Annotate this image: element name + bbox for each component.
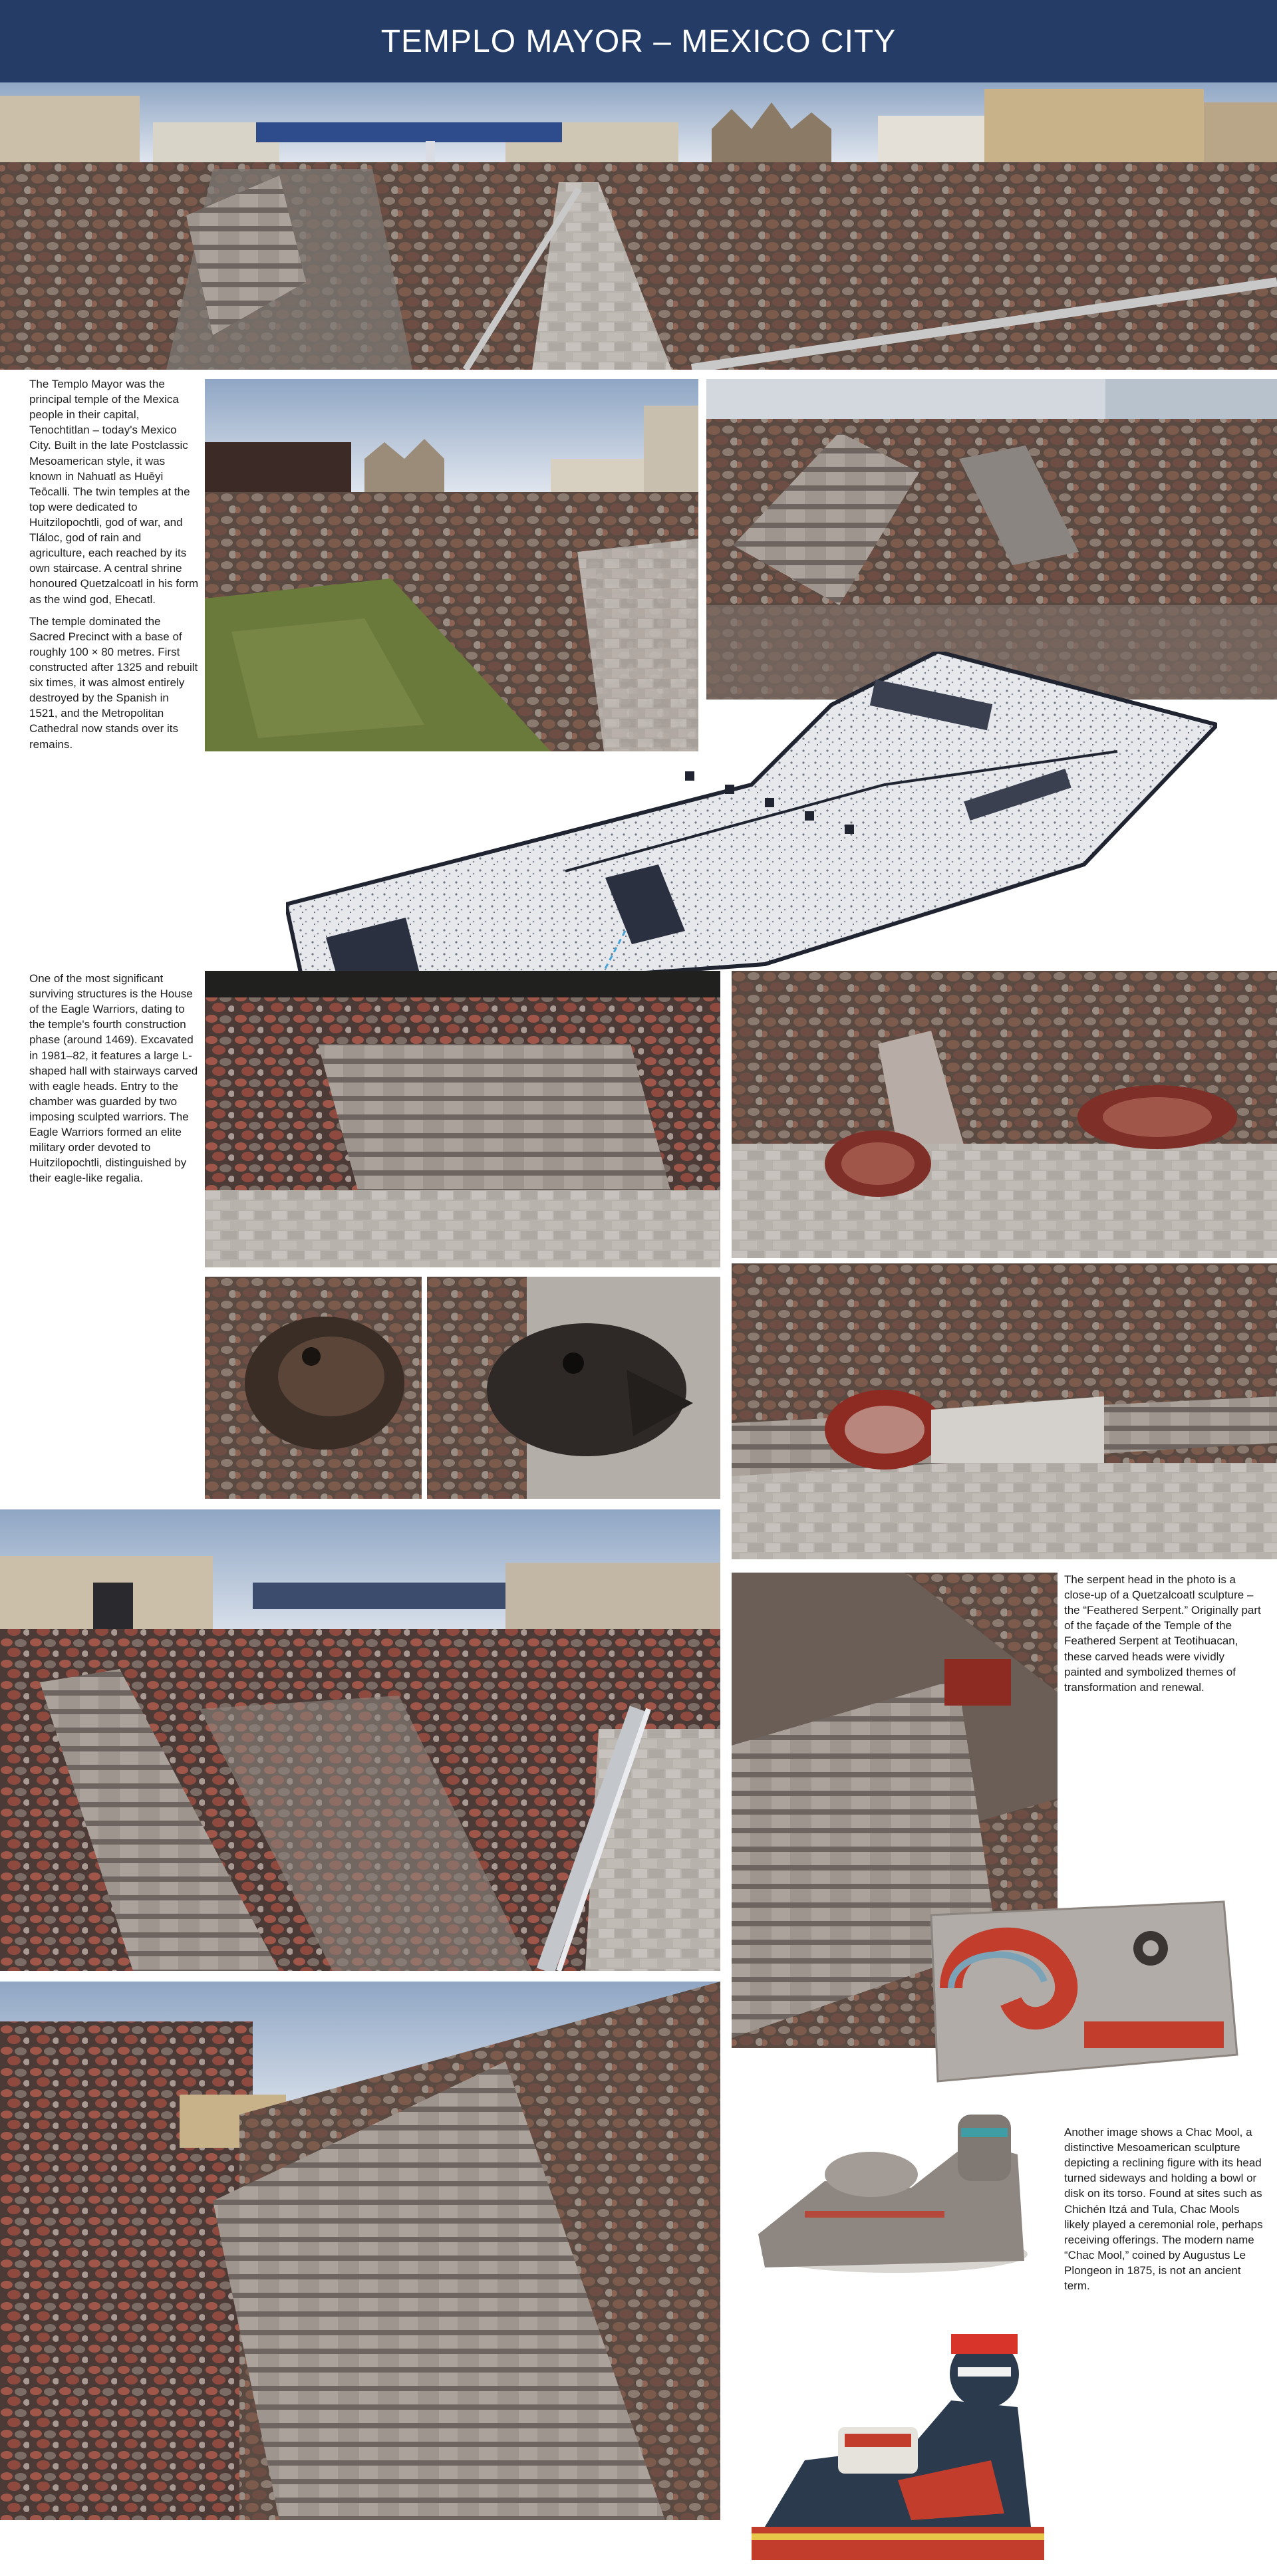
stairs-railing-photo (0, 1509, 720, 1971)
chac-mool-paragraph: Another image shows a Chac Mool, a distinctive Mesoamerican sculpture depicting a reclining figure with its head turned sideways and holding a bowl or disk on its torso. Found at sites such as Chichén Itzá and Tula, Chac Mools likely played a ceremonial role, perhaps receiving offerings. The modern name “Chac Mool,” coined by Augustus Le Plongeon in 1875, is not an ancient term. (1064, 2126, 1263, 2293)
page-title: TEMPLO MAYOR – MEXICO CITY (380, 23, 897, 59)
page-header (0, 0, 1277, 82)
eagle-warriors-paragraph: One of the most significant surviving structures is the House of the Eagle Warriors, dating to the temple's fourth construction phase (around 1469). Excavated in 1981–82, it features a large L-shaped hall with stairways carved with eagle heads. Entry to the chamber was guarded by two imposing sculpted warriors. The Eagle Warriors formed an elite military order devoted to Huitzilopochtli, distinguished by their eagle-like regalia. (29, 972, 198, 1185)
chac-mool-painted-photo (738, 2327, 1058, 2567)
eagle-head-closeup-photo-2 (427, 1277, 720, 1499)
eagle-warriors-text (29, 971, 199, 1193)
eagle-head-closeup-photo-1 (205, 1277, 422, 1499)
site-scan-diagram (286, 652, 1217, 1011)
eagle-warriors-stairs-photo (205, 971, 720, 1267)
intro-paragraph-2: The temple dominated the Sacred Precinct with a base of roughly 100 × 80 metres. First constructed after 1325 and rebuilt six times, it was almost entirely destroyed by the Spanish in 1521, and the Metropolitan Cathedral now stands over its remains. (29, 614, 198, 751)
temple-wall-stairs-photo (0, 1982, 720, 2520)
intro-text (29, 376, 199, 759)
chac-mool-text (1064, 2125, 1264, 2300)
chac-mool-stone-photo (745, 2101, 1044, 2281)
serpent-text (1064, 1572, 1264, 1702)
serpent-paragraph: The serpent head in the photo is a close-up of a Quetzalcoatl sculpture – the “Feathered Serpent.” Originally part of the façade of the Temple of the Feathered Serpent at Teotihuacan, these carved heads were vividly painted and symbolized themes of transformation and renewal. (1064, 1573, 1261, 1694)
panorama-photo (0, 82, 1277, 370)
painted-serpent-head-photo (911, 1888, 1244, 2088)
serpent-head-stairs-photo (732, 1263, 1277, 1559)
intro-paragraph-1: The Templo Mayor was the principal temple of the Mexica people in their capital, Tenochtitlan – today's Mexico City. Built in the late Postclassic Mesoamerican style, it was known in Nahuatl as Huēyi Teōcalli. The twin temples at the top were dedicated to Huitzilopochtli, god of war, and Tláloc, god of rain and agriculture, each reached by its own staircase. A central shrine honoured Quetzalcoatl in his form as the wind god, Ehecatl. (29, 378, 199, 606)
eagle-heads-photo (732, 971, 1277, 1258)
